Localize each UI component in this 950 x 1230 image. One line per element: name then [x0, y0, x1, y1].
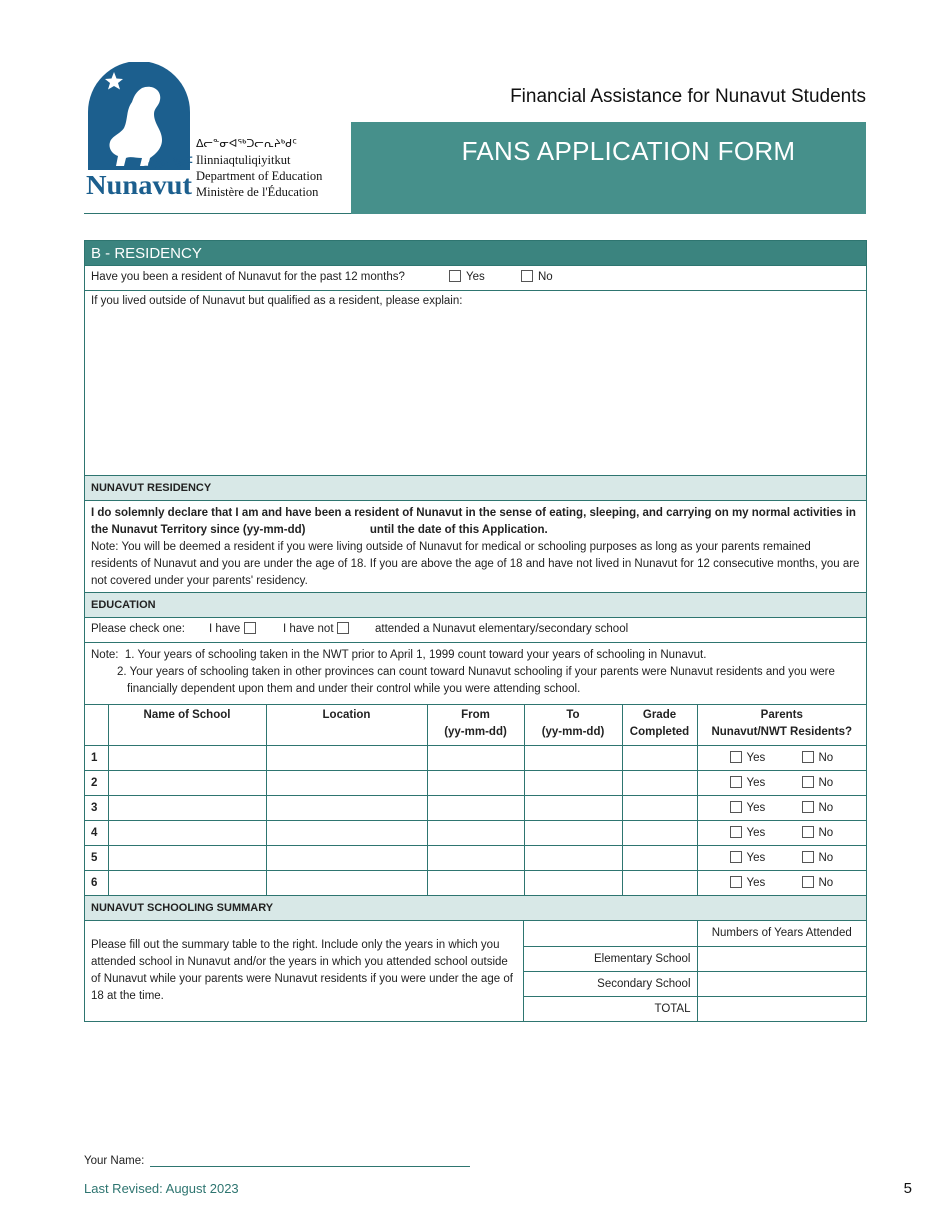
explain-label: If you lived outside of Nunavut but qualified as a resident, please explain:	[91, 295, 463, 307]
resident-no-option[interactable]	[521, 266, 553, 289]
resident-yes-label: Yes	[466, 271, 485, 283]
school-row	[85, 845, 866, 870]
school-location-input[interactable]	[266, 795, 427, 820]
secondary-label: Secondary School	[524, 971, 697, 996]
from-date-input[interactable]	[427, 795, 524, 820]
elementary-years-input[interactable]	[697, 946, 866, 971]
parents-yes-option[interactable]	[730, 851, 802, 864]
parents-yes-label: Yes	[746, 752, 766, 764]
col-parents-label-2: Nunavut/NWT Residents?	[711, 726, 853, 738]
col-to	[524, 705, 622, 745]
grade-completed-input[interactable]	[622, 845, 697, 870]
resident-no-checkbox[interactable]	[521, 270, 533, 282]
row-number: 2	[85, 770, 108, 795]
years-attended-header: Numbers of Years Attended	[697, 921, 866, 946]
to-date-input[interactable]	[524, 845, 622, 870]
your-name-label: Your Name:	[84, 1155, 145, 1167]
col-location: Location	[266, 705, 427, 745]
section-b-header	[85, 241, 866, 266]
residency-declaration	[85, 501, 866, 593]
application-form	[84, 240, 867, 1022]
education-title: EDUCATION	[91, 599, 156, 611]
i-have-not-checkbox[interactable]	[337, 622, 349, 634]
parents-yes-checkbox[interactable]	[730, 801, 742, 813]
parents-yes-option[interactable]	[730, 826, 802, 839]
school-row	[85, 870, 866, 895]
declaration-part-a: I do solemnly declare that I am and have been a resident of Nunavut in the sense of eating, sleeping, and carrying on my normal activities in the Nunavut Territory since (yy-mm-dd)	[91, 507, 856, 536]
your-name-input[interactable]	[150, 1166, 470, 1167]
title-band	[351, 122, 866, 214]
summary-instructions: Please fill out the summary table to the right. Include only the years in which you attended school in Nunavut and/or the years in which you attended school outside of Nunavut while your parents were Nunavut residents if you were under the age of 18 at the time.	[85, 921, 524, 1021]
col-parents-label: Parents	[760, 709, 803, 721]
parents-no-checkbox[interactable]	[802, 776, 814, 788]
col-from-format: (yy-mm-dd)	[444, 726, 507, 738]
parents-no-label: No	[818, 877, 834, 890]
parents-no-option[interactable]	[802, 851, 874, 864]
parents-yes-checkbox[interactable]	[730, 851, 742, 863]
total-label: TOTAL	[524, 996, 697, 1021]
org-english: Department of Education	[196, 169, 323, 183]
school-location-input[interactable]	[266, 870, 427, 895]
col-grade-label-2: Completed	[629, 726, 690, 738]
logo-wordmark: Nunavut	[86, 170, 192, 198]
summary-elementary-row	[524, 946, 866, 971]
summary-total-row	[524, 996, 866, 1021]
school-row	[85, 745, 866, 770]
logo-underline	[84, 213, 351, 214]
from-date-input[interactable]	[427, 820, 524, 845]
logo-syllabics: ᓄᓇᕗᑦ	[144, 154, 194, 172]
to-date-input[interactable]	[524, 820, 622, 845]
col-number	[85, 705, 108, 745]
i-have-checkbox[interactable]	[244, 622, 256, 634]
parents-yes-label: Yes	[746, 827, 766, 839]
grade-completed-input[interactable]	[622, 820, 697, 845]
resident-question: Have you been a resident of Nunavut for the past 12 months?	[91, 271, 405, 283]
school-name-input[interactable]	[108, 770, 266, 795]
summary-secondary-row	[524, 971, 866, 996]
parents-yes-label: Yes	[746, 802, 766, 814]
parents-resident-options	[697, 820, 866, 845]
i-have-label: I have	[209, 623, 241, 635]
parents-yes-checkbox[interactable]	[730, 826, 742, 838]
declaration-text	[91, 505, 860, 539]
col-to-label: To	[566, 709, 580, 721]
education-note-2: 2. Your years of schooling taken in other provinces can count toward Nunavut schooling if your parents were Nunavut residents and you were financially dependent upon them and under their control while you were attending school.	[117, 666, 835, 695]
parents-yes-option[interactable]	[730, 876, 802, 889]
parents-yes-option[interactable]	[730, 751, 802, 764]
form-title: FANS APPLICATION FORM	[461, 136, 796, 166]
from-date-input[interactable]	[427, 845, 524, 870]
grade-completed-input[interactable]	[622, 745, 697, 770]
to-date-input[interactable]	[524, 870, 622, 895]
row-number: 3	[85, 795, 108, 820]
parents-no-option[interactable]	[802, 826, 874, 839]
parents-resident-options	[697, 745, 866, 770]
parents-no-option[interactable]	[802, 776, 874, 789]
parents-resident-options	[697, 770, 866, 795]
school-row	[85, 770, 866, 795]
nunavut-residency-header	[85, 476, 866, 501]
school-name-input[interactable]	[108, 870, 266, 895]
from-date-input[interactable]	[427, 745, 524, 770]
parents-no-label: No	[818, 802, 834, 814]
note-1-text: 1. Your years of schooling taken in the NWT prior to April 1, 1999 count toward your years of schooling in Nunavut.	[124, 649, 707, 661]
school-name-input[interactable]	[108, 845, 266, 870]
from-date-input[interactable]	[427, 870, 524, 895]
nunavut-logo	[84, 62, 194, 198]
education-notes	[85, 643, 866, 705]
school-name-input[interactable]	[108, 795, 266, 820]
residency-note: Note: You will be deemed a resident if you were living outside of Nunavut for medical or schooling purposes as long as your parents remained residents of Nunavut and you are under the age of 18. If you are above the age of 18 and have not lived in Nunavut for 12 consecutive months, you are not covered under your parents' residency.	[91, 541, 860, 587]
parents-resident-options	[697, 795, 866, 820]
parents-no-checkbox[interactable]	[802, 876, 814, 888]
school-row	[85, 820, 866, 845]
from-date-input[interactable]	[427, 770, 524, 795]
section-b-title: B - RESIDENCY	[91, 245, 202, 262]
summary-blank-cell	[524, 921, 697, 946]
summary-header-row	[524, 921, 866, 946]
row-number: 6	[85, 870, 108, 895]
org-inuinnaqtun: Ilinniaqtuliqiyitkut	[196, 153, 291, 167]
parents-yes-checkbox[interactable]	[730, 876, 742, 888]
parents-no-checkbox[interactable]	[802, 826, 814, 838]
org-french: Ministère de l'Éducation	[196, 185, 319, 199]
page-number: 5	[903, 1180, 912, 1197]
summary-header	[85, 896, 866, 921]
parents-yes-option[interactable]	[730, 801, 802, 814]
school-location-input[interactable]	[266, 745, 427, 770]
total-years-input[interactable]	[697, 996, 866, 1021]
explain-field[interactable]	[85, 291, 866, 476]
col-to-format: (yy-mm-dd)	[541, 726, 605, 738]
i-have-not-option[interactable]	[283, 618, 354, 641]
org-syllabics: ᐃᓕᓐᓂᐊᖅᑐᓕᕆᔨᒃᑯᑦ	[196, 137, 297, 150]
school-row	[85, 795, 866, 820]
secondary-years-input[interactable]	[697, 971, 866, 996]
last-revised: Last Revised: August 2023	[84, 1181, 239, 1196]
col-from-label: From	[461, 709, 490, 721]
grade-completed-input[interactable]	[622, 870, 697, 895]
summary-row	[85, 921, 866, 1021]
col-school-name: Name of School	[108, 705, 266, 745]
col-from	[427, 705, 524, 745]
summary-table	[524, 921, 866, 1021]
parents-yes-checkbox[interactable]	[730, 751, 742, 763]
col-parents	[697, 705, 866, 745]
to-date-input[interactable]	[524, 745, 622, 770]
parents-no-option[interactable]	[802, 801, 874, 814]
school-name-input[interactable]	[108, 820, 266, 845]
parents-no-label: No	[818, 752, 834, 764]
row-number: 1	[85, 745, 108, 770]
parents-no-option[interactable]	[802, 751, 874, 764]
parents-yes-label: Yes	[746, 852, 766, 864]
program-name: Financial Assistance for Nunavut Students	[510, 86, 866, 107]
parents-no-label: No	[818, 827, 834, 839]
grade-completed-input[interactable]	[622, 795, 697, 820]
parents-yes-label: Yes	[746, 777, 766, 789]
school-location-input[interactable]	[266, 845, 427, 870]
row-number: 5	[85, 845, 108, 870]
i-have-option[interactable]	[209, 618, 261, 641]
schools-table-header	[85, 705, 866, 745]
to-date-input[interactable]	[524, 795, 622, 820]
parents-no-label: No	[818, 777, 834, 789]
summary-title: NUNAVUT SCHOOLING SUMMARY	[91, 902, 274, 914]
school-location-input[interactable]	[266, 820, 427, 845]
parents-resident-options	[697, 870, 866, 895]
resident-yes-option[interactable]	[449, 266, 485, 289]
attended-label: attended a Nunavut elementary/secondary school	[375, 623, 629, 635]
parents-no-label: No	[818, 852, 834, 864]
parents-yes-option[interactable]	[730, 776, 802, 789]
nunavut-residency-title: NUNAVUT RESIDENCY	[91, 482, 212, 494]
parents-no-option[interactable]	[802, 876, 874, 889]
resident-no-label: No	[538, 271, 553, 283]
col-grade	[622, 705, 697, 745]
department-name-block	[196, 136, 322, 200]
elementary-label: Elementary School	[524, 946, 697, 971]
schools-table	[85, 705, 866, 895]
schools-table-row	[85, 705, 866, 896]
declaration-part-b: until the date of this Application.	[369, 524, 548, 536]
check-one-label: Please check one:	[91, 623, 185, 635]
parents-resident-options	[697, 845, 866, 870]
resident-question-row	[85, 266, 866, 291]
education-header	[85, 593, 866, 618]
i-have-not-label: I have not	[283, 623, 334, 635]
attended-check-row	[85, 618, 866, 643]
school-location-input[interactable]	[266, 770, 427, 795]
education-note-1	[91, 647, 860, 664]
parents-yes-label: Yes	[746, 877, 766, 890]
parents-no-checkbox[interactable]	[802, 851, 814, 863]
col-grade-label: Grade	[642, 709, 677, 721]
grade-completed-input[interactable]	[622, 770, 697, 795]
to-date-input[interactable]	[524, 770, 622, 795]
resident-yes-checkbox[interactable]	[449, 270, 461, 282]
school-name-input[interactable]	[108, 745, 266, 770]
parents-yes-checkbox[interactable]	[730, 776, 742, 788]
row-number: 4	[85, 820, 108, 845]
note-label: Note:	[91, 649, 119, 661]
summary-table-wrap	[524, 921, 866, 1021]
parents-no-checkbox[interactable]	[802, 751, 814, 763]
parents-no-checkbox[interactable]	[802, 801, 814, 813]
